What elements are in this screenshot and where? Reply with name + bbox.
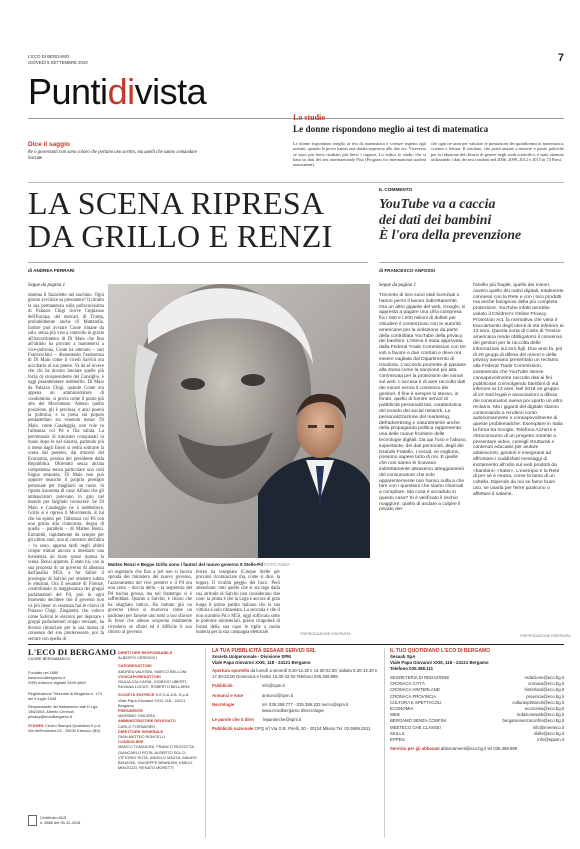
quote-text: Re o governanti non sono coloro che portano uno scettro, ma quelli che sanno comandare bbox=[28, 150, 198, 155]
footer-logo: L'ECO DI BERGAMO bbox=[28, 647, 117, 657]
ads-lettori bbox=[212, 717, 380, 723]
headline-line-2: DA GRILLO E RENZI bbox=[28, 218, 333, 254]
photo-caption bbox=[108, 562, 370, 567]
quot-contact-label: BERGAMO SENZA CONFINI bbox=[390, 718, 447, 724]
ads-line-1: Società Unipersonale - Divisione SPM bbox=[212, 654, 291, 659]
caption-credit: FOTO ANSA bbox=[264, 562, 290, 567]
studio-col-1: Le donne rispondono meglio ai test di matematica e scienze rispetto agli uomini, quando le prove hanno una durata superiore alle due ore. Viceversa se sono più brevi risultato più brevi i ragazzi. Lo indica lo studio che si basa su dati dei test internazionale Pisa (Program for international student assessment), bbox=[293, 141, 426, 168]
comment-byline: di FRANCESCO ANFOSSI bbox=[379, 268, 435, 273]
quot-contact-mail[interactable]: economia@eco.bg.it bbox=[524, 706, 564, 712]
footer-cons: MARCO TOMASONI, FRANCO PEZZOTTA, GIANCARLO ROTA, ALBERTO DOLCI, VITTORIO ROTA, ANGELO MAZZA, MAURO BENZONI, GIUSEPPE BRANDINI, EMILIO MINGOZZI, RENATO MORETTI bbox=[118, 744, 197, 771]
studio-col-2: che ogni tre anni per valutare le prestazioni dei quindicenni in matematica, scienze e lettura. Il risultato, che potrà aiutare a mettere a punto politiche per la riduzione del divario di genere negli studi scientifici, è stato ottenuto utilizzando i dati dei test condotti nel 2006, 2009, 2012 e 2015 in 74 Paesi. bbox=[431, 141, 564, 162]
ads-advertising bbox=[212, 683, 380, 689]
section-brand bbox=[28, 72, 206, 112]
footer-capo: ANDREA VALESINI, MARCO BELLONI bbox=[118, 668, 187, 674]
comment-title-line-2: dei dati dei bambini bbox=[379, 211, 492, 227]
footer-newspaper-block bbox=[390, 648, 564, 752]
quot-contact-mail[interactable]: bergamosenzaconfini@eco.bg.it bbox=[502, 718, 564, 724]
studio-kicker: Lo studio bbox=[293, 113, 326, 122]
footer-rule bbox=[28, 644, 564, 645]
ads-annunci bbox=[212, 693, 380, 699]
quot-subscribers-label: Servizio per gli abbonati bbox=[390, 746, 440, 752]
quot-contact-mail[interactable]: redazione@eco.bg.it bbox=[524, 675, 564, 680]
article-col-3: ferreo ha insegnato (Cinque Stelle per provarsi ricominciare ma, come si dice, la toppa). Il rivalità peggio del buco. Però attenzione: tutti quello che si sta lega dalla sua atritudo di Salvini non considerano due cose: la prima è che la Lega è ancora di gran lunga il primo partito italiano che la sua vittoria è solo rimandata. La seconda è che il non scambio Pd o M5S, oggi soffocata sotto le poltrone ministeriali, presto ricapolerà di forma della sua capo le tiglie a molta materia per la sua campagna elettorale. bbox=[196, 570, 280, 635]
brand-part-di: di bbox=[107, 71, 135, 112]
ads-annunci-mail[interactable]: annunci@spm.it bbox=[262, 692, 293, 698]
brand-part-a: Punti bbox=[28, 71, 108, 112]
footer-cert: n. 8586 del 05-12-2018 bbox=[40, 820, 81, 826]
ads-opening bbox=[212, 668, 380, 680]
footer-pres-label: PRESIDENTE bbox=[118, 708, 143, 714]
comment-title-line-3: È l'ora della prevenzione bbox=[379, 227, 522, 242]
article-col-1: sistema il fazzoletto nel taschino. Ogni giorno avvilisce sa presumere? Il ritratto la sua permanenza sulla poltroncissima di Palazzo Chigi riceve l'applauso dell'Europa, dei mercati, di Trump, probabilmente anche di Mattarella. Inoltre può avviare Conte rimane da solo, senza più viso a controllo in grazie all'tracorrimento di Di Maio che fino all'ultimo ha provato a mantenersi a vice-poltrona, Conte ha ottenuto – vari Franceschini – dissentendo l'assistenza di Di Maio come il vicedi Salvini ora accollarlo al suo potere. Va da sé invece che chi ha dovuto lasciare quelle più forza di vicepresidente del Consiglio, è oggi pesantemente indebolito. Di Maio da Palazzo Chigi, quando Conte era appena un amministratore di condominio, si prova come il punto più alto del Movimento. Adesso quello posizione, gli è preclusa, e anzi poserà la poltrona, e la presa sul popolo pentastellato sta venendo meno: Di Maio, come Casaleggio, non vole va l'alleanza col Pd e l'ha subita. La percentuale di ministeri conquistati in mano dopo le nel sinistra, partendo più o meno dagli Esteri si vedrà sottrarre la scena dal premier, dai ministri del Economia, persino dei presidente della Repubblica. Oltretutto senza alcuna competenza senza particolare una cioli lingua straniera, Di Maio non può opporre neanche il proprio prestigio personale per ritagliarsi un ruolo. Si riporta insomma di casa: Alfano che gli ambasciatori potevano in giro nel mondo per farglielo conoscere. Se Di Maio e Casaleggio ne à indebolisce, Grillo si è ripreso il Movimento. E lui che ha spinto per l'alleanza col Pd con una grinta alla clamorosa, degna di quella – parallela – di Matteo Renzi. Entrambi, rapidamente da sempre per gli ultimi anni, uno al contrario dell'altra – lo sono, appena tardi negli ultimi cinque minuti ancora a intestarsi una insistenza un buon senso ripresa la scena. Renzi appunto. È stato lui, con la sua proposta di un governo di alleanza dall'analisi M5S, a far fallire il prosieguo di Salvini per ottenere subito le elezioni. Ora il senatore di Firenze, controllando la maggioranza dei gruppi parlamentari del Pd, può in ogni momento decidere che il governo non va più bene: in sostanza hai le chiavi di Palazzo Chigi. Zingaretti, che volevo come Salvini le elezioni per depurare i gruppi parlamentari troppo renziani, ha dovuto rinunciare per la sua mossa di consenso del suo predecessore, poi fa serrare con quella di bbox=[28, 293, 104, 642]
article-reserved: ©RIPRODUZIONE RISERVATA bbox=[300, 632, 351, 636]
footer-left-block bbox=[28, 670, 106, 733]
article-col-2: un segretario che fino a ieri non si faceva sponda del ministero del nuovo governo, l'azzeramento del vice premier e il Pd ora una certa – doccia della – la segreteria del Pd rischia grossa, ma nel frattempo si è raffreddata. Quanto a Salvini, è chiaro che ha sbagliato tattica. Ha buttato giù un governo (dove si muoveva come un padrone) per farsene uno tutto a suo sfavore di forze che adesso scoprono totalmente ricredono se sfiniti ed è difficile il suo ritorno al governo bbox=[108, 570, 192, 635]
ads-opening-label: Apertura sportello bbox=[212, 668, 250, 673]
quot-line-1: Sesaab SpA bbox=[390, 654, 416, 659]
footer-divider-1 bbox=[205, 648, 206, 838]
ads-lettori-mail[interactable]: leparoleche@spm.it bbox=[263, 717, 302, 723]
quot-contact-label: CRONACA CITTÀ bbox=[390, 681, 425, 687]
footer-sede: S.E.S.A.A.B. S.p.A. Viale Papa Giovanni XXIII, 118 - 24121 Bergamo bbox=[118, 692, 190, 708]
footer-ads-block bbox=[212, 648, 380, 733]
footer-divider-2 bbox=[384, 648, 385, 838]
photo-image bbox=[108, 284, 370, 558]
article-headline bbox=[28, 187, 368, 253]
comment-reserved: ©RIPRODUZIONE RISERVATA bbox=[520, 634, 571, 638]
footer-stampa-label: STAMPA bbox=[28, 722, 44, 728]
quot-contact-label: EPPEN bbox=[390, 737, 405, 743]
ads-national-label: Pubblicità nazionale bbox=[212, 726, 254, 732]
saggio-quote bbox=[28, 150, 268, 162]
section-separator bbox=[28, 182, 564, 183]
footer-direttore: ALBERTO CERESOLI bbox=[118, 655, 157, 661]
quot-contact-mail[interactable]: hinterland@eco.bg.it bbox=[524, 687, 564, 693]
footer-vice-label: VICECAPOREDATTORI bbox=[118, 673, 161, 679]
studio-title: Le donne rispondono meglio ai test di matematica bbox=[293, 124, 489, 134]
headline-line-1: LA SCENA RIPRESA bbox=[28, 185, 325, 221]
footer-dir: GIAN MATTEO RONCELLI bbox=[118, 734, 166, 740]
ads-national bbox=[212, 726, 380, 732]
quot-contact-label: CRONACA PROVINCIA bbox=[390, 693, 437, 699]
quot-contact-mail[interactable]: info@meeteco.it bbox=[532, 724, 564, 730]
quote-author: Socrate bbox=[28, 156, 43, 161]
footer-registration: Registrazione Tribunale di Bergamo n. 174 del 9 luglio 1948 bbox=[28, 690, 102, 701]
quot-contact-label: CULTURA E SPETTACOLI bbox=[390, 699, 442, 705]
quot-contacts bbox=[390, 675, 564, 743]
footer-logo-sub: CUORE BERGAMASCO bbox=[28, 657, 70, 661]
ads-necro-label: Necrologie bbox=[212, 701, 235, 707]
article-byline: di ANDREA FERRARI bbox=[28, 268, 75, 273]
caption-text: Matteo Renzi e Beppe Grillo sono i fautori del nuovo governo 5 Stelle-Pd bbox=[108, 562, 264, 567]
footer-vice: GIULIA CALCAGNI, GIORGIO UBERTI, SILVANA LOCATI, ROBERTO BELLARDI bbox=[118, 679, 190, 690]
comment-segue: Segue da pagina 1 bbox=[379, 283, 417, 288]
ads-lettori-label: Le parole che ti direi bbox=[212, 717, 254, 723]
quot-contact-label: MEETECO CHE CLASSE! bbox=[390, 724, 441, 730]
footer-capo-label: CAPOREDATTORI bbox=[118, 663, 152, 669]
ads-line-2: Viale Papa Giovanni XXIII, 118 - 24121 Bergamo bbox=[212, 660, 311, 665]
quot-contact-mail[interactable]: culturaspettacoli@eco.bg.it bbox=[512, 699, 564, 705]
quot-contact-label: SEGRETERIA DI REDAZIONE bbox=[390, 675, 450, 680]
quot-contact-label: SKILLS bbox=[390, 730, 405, 736]
footer-direttore-label: DIRETTORE RESPONSABILE bbox=[118, 650, 173, 655]
saggio-title: Dice il saggio bbox=[28, 141, 70, 148]
article-photo bbox=[108, 284, 370, 558]
quot-contact-mail[interactable]: info@eppen.it bbox=[537, 737, 564, 743]
footer-dir-label: DIRETTORE GENERALE bbox=[118, 728, 164, 734]
quot-heading: IL TUO QUOTIDIANO L'ECO DI BERGAMO bbox=[390, 648, 490, 654]
page-number: 7 bbox=[557, 52, 564, 64]
quot-contact-row bbox=[390, 737, 564, 743]
footer-amm: CARLO FORNASIER bbox=[118, 723, 156, 729]
quot-contact-label: ECONOMIA bbox=[390, 706, 414, 712]
quot-line-2: Viale Papa Giovanni XXIII, 118 - 24121 Bergamo bbox=[390, 660, 489, 665]
quot-contact-label: CRONACA HINTERLAND bbox=[390, 687, 440, 693]
ads-advertising-label: Pubblicità bbox=[212, 683, 233, 689]
comment-rule bbox=[379, 262, 564, 263]
paper-name: L'ECO DI BERGAMO bbox=[28, 54, 70, 59]
ads-necro bbox=[212, 702, 380, 714]
footer-stampa: Centro Stampa Quotidiani S.p.A. Via dell'Industria 52 - 25030 Erbusco (BS) bbox=[28, 722, 102, 733]
comment-kicker: IL COMMENTO bbox=[379, 187, 413, 192]
comment-title-line-1: YouTube va a caccia bbox=[379, 196, 496, 211]
comment-col-2: l'anello più fragile, quello dei minori, ovvero quello dei nativi digitali, totalmente connessi con la Rete e con i loro prodotti ma anche bisognosi della più completa protezione. YouTube infatti avrebbe violato il Children's Online Privacy Protection Act, la normativa che vieta il tracciamento degli utenti di età inferiore ai 13 anni. Questa sorta di Carta di Treviso americana rende obbligatorio il consenso dei genitori per la raccolta delle informazioni sui loro figli. Due anni fa, più di 20 gruppi di difesa dei minori e della privacy avevano presentato un reclamo alla Federal Trade Commission, sostenendo che YouTube stesse consapevolmente raccolto dati ai fini pubblicitari coinvolgendo bambini di età inferiore ai 13 anni. Nel 2018 un gruppo di 23 stati legali e associazioni a difesa dei consumatori aveva poi sporto un altro reclamo. Ma i giganti del digitale stanno cominciando a rendersi conto autonomamente e consapevolmente di queste problematiche. Esemplare in Italia la firma tra Google, Telefono Azzurro e Altroconsumo di un progetto mirante a presentare video, consigli strutturati e contenuti educativi per aiutare adolescenti, genitori e insegnanti ad affrontare i soddisfatti messaggi di incitamento all'odio sul web prodotti da «bambini» «hater». L'esempio e la Rete di per sé è neutra, come la lama di un coltello. Dipende da noi se farne buon uso, se usarla per ferire qualcuno o affettare il salame. bbox=[473, 283, 564, 497]
footer-responsible: Responsabile del trattamento dati D.Lgs. 196/2003: Alberto Ceresoli privacy@ecodibergamo.it bbox=[28, 704, 99, 720]
headline-rule bbox=[28, 262, 368, 263]
footer-issn: ISSN edizione digitale 2499-4669 bbox=[28, 680, 86, 686]
footer-web: www.ecodibergamo.it bbox=[28, 675, 65, 681]
footer-staff-block bbox=[118, 650, 198, 770]
issue-date: GIOVEDÌ 5 SETTEMBRE 2019 bbox=[28, 60, 88, 65]
quot-contact-mail[interactable]: skills@eco.bg.it bbox=[534, 730, 564, 736]
ads-national-text: OPQ srl Via G.B. Pirelli, 30 - 20124 Milano Tel. 02.6699.2511 bbox=[254, 726, 371, 732]
quot-subscribers bbox=[390, 746, 564, 752]
quot-subscribers-text[interactable]: abbonamenti@eco.bg.it tel 035.358.899 bbox=[440, 746, 518, 752]
footer-cons-label: CONSIGLIERI bbox=[118, 739, 144, 745]
footer-sede-label: SOCIETÀ EDITRICE bbox=[118, 692, 155, 698]
footer-founded: Fondato nel 1880 bbox=[28, 670, 59, 675]
ads-opening-text: da lunedì a venerdì 8.30-12.30 e 14.30-22.00; sabato 8.30-12.30 e 17.30-22.00 Domenica e festivi 15.30-22.00 Telefono 035.358.888 bbox=[212, 668, 378, 680]
article-segue: Segue da pagina 1 bbox=[28, 283, 66, 288]
brand-part-b: vista bbox=[134, 71, 207, 112]
quot-contact-mail[interactable]: provincia@eco.bg.it bbox=[526, 693, 564, 699]
quot-tel: Telefono 035.386.111 bbox=[390, 666, 434, 671]
ads-advertising-mail[interactable]: info@spm.it bbox=[262, 683, 285, 689]
quot-contact-mail[interactable]: cronaca@eco.bg.it bbox=[528, 681, 564, 687]
quot-contact-mail[interactable]: redazioneweb@eco.bg.it bbox=[516, 712, 564, 718]
certification-seal-icon bbox=[28, 815, 37, 826]
footer-cert-label: Certificato ADS bbox=[40, 815, 67, 820]
ads-annunci-label: Annunci e Aste bbox=[212, 692, 244, 698]
comment-col-1: Trecento di loro sono stati licenziati o hanno perso il lavoro indirettamente. Ora un altro gigante del web, Google, si appresta a pagare una cifra compresa fra i 150 e i 200 milioni di dollari per chiudere il contenzioso con le autorità americane per la violazione da parte della controllata YouTube della privacy dei bambini. L'intesa è stata approvata dalla Federal Trade Commission con tre voti a favore e due contrari e deve ora essere vagliata dal Dipartimento di Giustizia. L'accordo promette di passare alla storia come la sanzione più alta comminata per la protezione dei minori sul web. L'accusa è di aver raccolto dati dei minori senza il consenso dei genitori. Il fine è sempre lo stesso, in fondo, quello di fornire servizi di pubblicità personalizzati, caratteristica del mondo dei social network. La personalizzazione del marketing, dell'advertising e naturalmente anche della propaganda politica rappresenta una delle nuove frontiere delle tecnologie digitali. Da qui l'uso e l'abuso, inquietante, dei dati personali, degli dei Grande Fratello. I social, ve vogliono, possono sapere tutto di noi. E quelle che non sanno le ricavano indirettamente attraverso atteggiamenti del consumatore che solo apparentemente non hanno nulla a che fare con i questioni che siamo chiamati a compilare. Ma cosa è accaduto in questo caso? Si è verificato il rischio maggiore: quello di andare a colpire il privato del- bbox=[379, 293, 467, 513]
footer-pres: MASSIMO CINCERA bbox=[118, 713, 155, 719]
ads-necro-text[interactable]: tel. 035.358.777 - 035.386.333 necro@spm.it www.ecodibergamo.it/necrologie bbox=[262, 701, 349, 714]
quot-contact-label: WEB bbox=[390, 712, 400, 718]
footer-amm-label: AMMINISTRATORE DELEGATO bbox=[118, 718, 176, 724]
footer-certification bbox=[40, 815, 100, 825]
masthead-small bbox=[28, 54, 88, 66]
ads-heading: LA TUA PUBBLICITÀ SESAAB SERVIZI SRL bbox=[212, 648, 316, 654]
comment-title bbox=[379, 196, 569, 243]
